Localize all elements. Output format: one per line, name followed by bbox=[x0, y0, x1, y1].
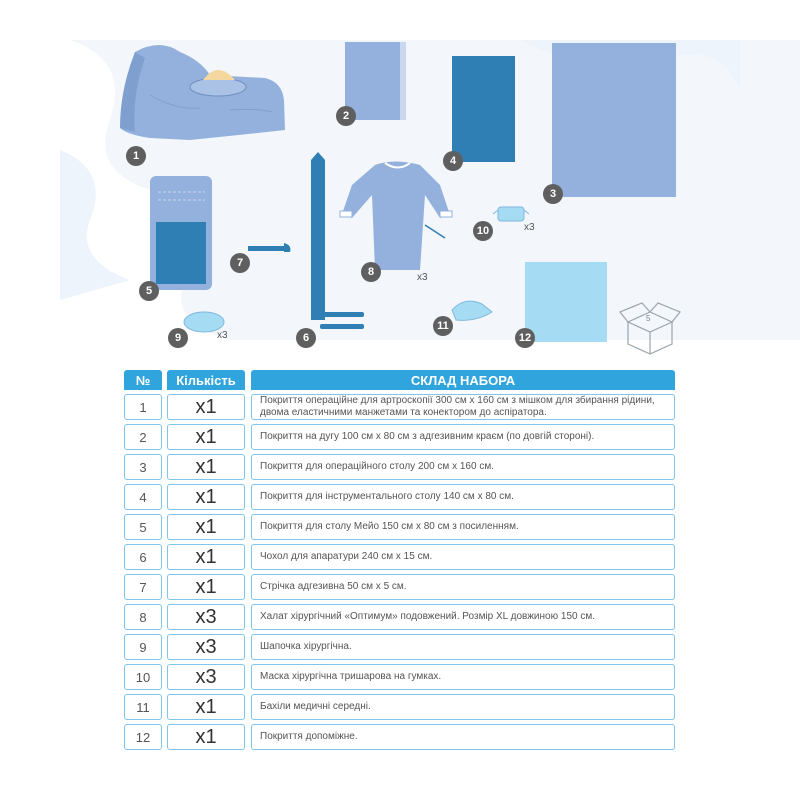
row-quantity: x1 bbox=[167, 724, 245, 750]
illus-number-11: 11 bbox=[433, 316, 453, 336]
illus-number-1: 1 bbox=[126, 146, 146, 166]
row-quantity: x1 bbox=[167, 454, 245, 480]
row-quantity: x3 bbox=[167, 604, 245, 630]
row-description: Шапочка хірургічна. bbox=[251, 634, 675, 660]
illus-number-4: 4 bbox=[443, 151, 463, 171]
illus-number-3: 3 bbox=[543, 184, 563, 204]
table-body bbox=[124, 394, 675, 750]
surgical-cap-icon bbox=[184, 312, 224, 332]
header-number: № bbox=[124, 370, 162, 390]
row-description: Покриття допоміжне. bbox=[251, 724, 675, 750]
arthroscopy-drape-icon bbox=[120, 45, 285, 140]
row-quantity: x1 bbox=[167, 394, 245, 420]
row-description: Халат хірургічний «Оптимум» подовжений. Розмір XL довжиною 150 см. bbox=[251, 604, 675, 630]
row-number: 1 bbox=[124, 394, 162, 420]
table-row bbox=[124, 424, 675, 450]
row-description: Маска хірургічна тришарова на гумках. bbox=[251, 664, 675, 690]
mayo-stand-cover-icon bbox=[150, 176, 212, 290]
row-quantity: x1 bbox=[167, 424, 245, 450]
row-description: Бахіли медичні середні. bbox=[251, 694, 675, 720]
illus-number-2: 2 bbox=[336, 106, 356, 126]
row-quantity: x1 bbox=[167, 694, 245, 720]
table-row bbox=[124, 574, 675, 600]
header-contents: СКЛАД НАБОРА bbox=[251, 370, 675, 390]
row-number: 8 bbox=[124, 604, 162, 630]
illus-number-8: 8 bbox=[361, 262, 381, 282]
row-number: 10 bbox=[124, 664, 162, 690]
row-quantity: x3 bbox=[167, 664, 245, 690]
table-row bbox=[124, 604, 675, 630]
illus-number-12: 12 bbox=[515, 328, 535, 348]
row-description: Покриття на дугу 100 см х 80 см з адгезивним краєм (по довгій стороні). bbox=[251, 424, 675, 450]
cap-qty-label: x3 bbox=[217, 330, 228, 341]
illus-number-9: 9 bbox=[168, 328, 188, 348]
row-description: Покриття операційне для артроскопії 300 см х 160 см з мішком для збирання рідини, двома еластичними манжетами та конектором до аспіратора. bbox=[251, 394, 675, 420]
row-description: Чохол для апаратури 240 см х 15 см. bbox=[251, 544, 675, 570]
shoe-covers-icon bbox=[452, 301, 492, 320]
row-description: Покриття для столу Мейо 150 см х 80 см з посиленням. bbox=[251, 514, 675, 540]
surgical-gown-icon bbox=[340, 162, 452, 271]
row-quantity: x1 bbox=[167, 544, 245, 570]
illus-number-10: 10 bbox=[473, 221, 493, 241]
instrument-table-cover-icon bbox=[452, 56, 515, 162]
row-number: 3 bbox=[124, 454, 162, 480]
header-quantity: Кількість bbox=[167, 370, 245, 390]
row-quantity: x1 bbox=[167, 574, 245, 600]
table-row bbox=[124, 634, 675, 660]
illus-number-5: 5 bbox=[139, 281, 159, 301]
table-row bbox=[124, 394, 675, 420]
row-quantity: x1 bbox=[167, 514, 245, 540]
row-description: Покриття для операційного столу 200 см х 160 см. bbox=[251, 454, 675, 480]
table-row bbox=[124, 724, 675, 750]
table-header bbox=[124, 370, 675, 390]
row-description: Стрічка адгезивна 50 см х 5 см. bbox=[251, 574, 675, 600]
row-number: 5 bbox=[124, 514, 162, 540]
surgical-mask-icon bbox=[493, 207, 529, 221]
operating-table-cover-icon bbox=[552, 43, 676, 197]
illus-number-6: 6 bbox=[296, 328, 316, 348]
table-row bbox=[124, 664, 675, 690]
box-icon bbox=[620, 303, 680, 354]
row-number: 7 bbox=[124, 574, 162, 600]
box-count-label: 5 bbox=[646, 314, 651, 323]
table-row bbox=[124, 514, 675, 540]
kit-contents-table bbox=[124, 370, 675, 754]
table-row bbox=[124, 454, 675, 480]
gown-qty-label: x3 bbox=[417, 272, 428, 283]
equipment-cover-icon bbox=[311, 152, 364, 329]
row-number: 9 bbox=[124, 634, 162, 660]
table-row bbox=[124, 484, 675, 510]
illustrations-area bbox=[0, 0, 800, 360]
table-row bbox=[124, 694, 675, 720]
illus-number-7: 7 bbox=[230, 253, 250, 273]
arc-drape-icon bbox=[345, 42, 406, 120]
row-number: 11 bbox=[124, 694, 162, 720]
row-number: 2 bbox=[124, 424, 162, 450]
row-description: Покриття для інструментального столу 140 см х 80 см. bbox=[251, 484, 675, 510]
adhesive-tape-icon bbox=[248, 243, 290, 252]
row-number: 4 bbox=[124, 484, 162, 510]
mask-qty-label: x3 bbox=[524, 222, 535, 233]
row-number: 6 bbox=[124, 544, 162, 570]
table-row bbox=[124, 544, 675, 570]
row-quantity: x3 bbox=[167, 634, 245, 660]
auxiliary-drape-icon bbox=[525, 262, 607, 342]
row-quantity: x1 bbox=[167, 484, 245, 510]
row-number: 12 bbox=[124, 724, 162, 750]
